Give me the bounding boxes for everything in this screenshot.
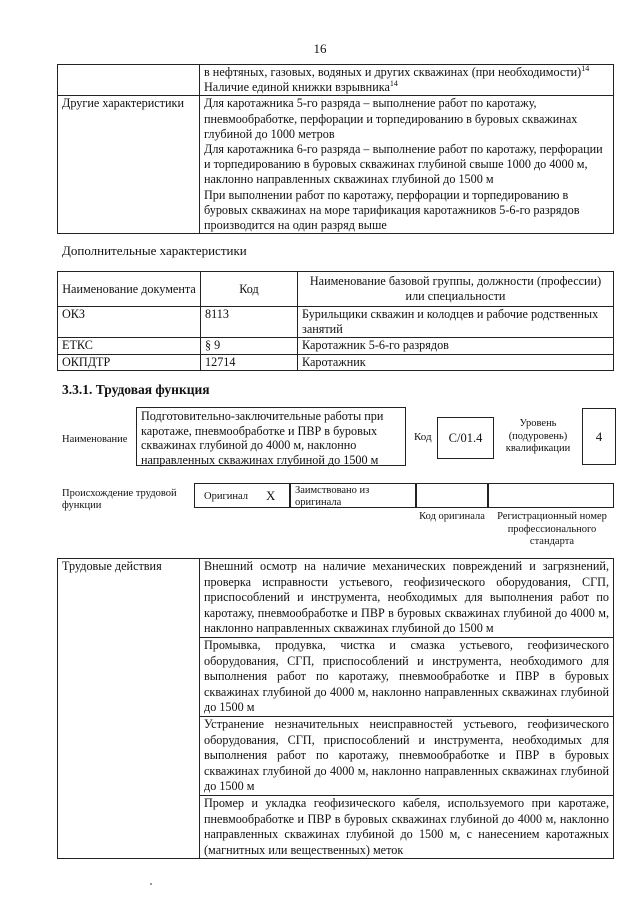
actions-table [57, 558, 614, 859]
level-box: 4 [582, 408, 616, 465]
table-row [58, 65, 614, 96]
registration-number-cell [488, 483, 614, 508]
additional-title: Дополнительные характеристики [62, 243, 247, 258]
origin-row [194, 483, 614, 508]
table-cell: ЕТКС [58, 338, 201, 354]
table-cell: Каротажник [298, 354, 614, 370]
characteristics-cell [200, 96, 614, 234]
name-label: Наименование [62, 434, 128, 445]
row-label: Другие характеристики [58, 96, 200, 234]
characteristic-line: Для каротажника 6-го разряда – выполнение работ по каротажу, перфорации и торпедированию в буровых скважинах глубиной свыше 1000 до 4000 м, наклонно направленных скважинах глубиной до 1500 м [204, 142, 603, 187]
registration-caption: Регистрационный номер профессионального стандарта [497, 511, 607, 547]
function-heading: 3.3.1. Трудовая функция [62, 382, 210, 397]
page-number: 16 [313, 41, 327, 56]
actions-label: Трудовые действия [58, 559, 200, 859]
table-row [58, 354, 614, 370]
scan-speck [150, 883, 152, 885]
table-cell: Бурильщики скважин и колодцев и рабочие родственных занятий [298, 307, 614, 338]
original-code-caption: Код оригинала [419, 511, 485, 522]
borrowed-cell [290, 483, 416, 508]
original-code-cell [416, 483, 488, 508]
table-cell: 8113 [201, 307, 298, 338]
origin-label: Происхождение трудовой функции [62, 488, 177, 511]
characteristic-line: Для каротажника 5-го разряда – выполнение работ по каротажу, пневмообработке, перфорации и торпедированию в буровых скважинах глубиной до 1000 метров [204, 96, 578, 141]
code-box: C/01.4 [437, 417, 494, 459]
action-item: Внешний осмотр на наличие механических повреждений и загрязнений, проверка исправности устьевого, геофизического оборудования, СГП, приспособлений и инструмента, необходимых для выполнения работ по каротажу, пневмообработке и ПВР в буровых скважинах глубиной до 4000 м, наклонно направленных скважинах глубиной до 1500 м [200, 559, 614, 638]
footnote-mark: 14 [389, 79, 398, 89]
table-cell: 12714 [201, 354, 298, 370]
characteristic-line: При выполнении работ по каротажу, перфорации и торпедированию в буровых скважинах на море тарификация каротажников 5-6-го разрядов производится на один разряд выше [204, 187, 580, 233]
level-label: Уровень (подуровень) квалификации [505, 418, 571, 454]
table-cell: Каротажник 5-6-го разрядов [298, 338, 614, 354]
table-row [58, 338, 614, 354]
action-item: Промывка, продувка, чистка и смазка устьевого, геофизического оборудования, СГП, приспособлений и инструмента, необходимого для выполнения работ по каротажу, пневмообработке и ПВР в буровых скважинах глубиной до 4000 м, наклонно направленных скважинах глубиной до 1500 м [200, 637, 614, 716]
original-mark: X [266, 488, 276, 503]
original-label: Оригинал [204, 491, 248, 502]
column-header: Код [201, 272, 298, 307]
table-row [58, 307, 614, 338]
requirement-line: Наличие единой книжки взрывника [204, 80, 390, 95]
table-cell: § 9 [201, 338, 298, 354]
table-row [58, 559, 614, 638]
table-cell: ОКЗ [58, 307, 201, 338]
function-name-box: Подготовительно-заключительные работы при каротаже, пневмообработке и ПВР в буровых скважинах глубиной до 4000 м, наклонно направленных скважинах глубиной до 1500 м [136, 407, 406, 466]
table-cell: ОКПДТР [58, 354, 201, 370]
footnote-mark: 14 [581, 63, 590, 73]
column-header: Наименование базовой группы, должности (профессии) или специальности [298, 272, 614, 307]
table-header-row [58, 272, 614, 307]
borrowed-label: Заимствовано из оригинала [295, 485, 370, 508]
code-label: Код [414, 431, 432, 443]
top-table [57, 64, 614, 234]
table-row [58, 96, 614, 234]
additional-table [57, 271, 614, 371]
action-item: Промер и укладка геофизического кабеля, используемого при каротаже, пневмообработке и ПВР в буровых скважинах глубиной до 4000 м, наклонно направленных скважинах глубиной до 1500 м, с нанесением каротажных (магнитных или вещественных) меток [200, 795, 614, 858]
requirements-cell [200, 65, 614, 96]
column-header: Наименование документа [58, 272, 201, 307]
original-cell [194, 483, 290, 508]
empty-cell [58, 65, 200, 96]
requirement-line: в нефтяных, газовых, водяных и других скважинах (при необходимости) [204, 65, 582, 79]
action-item: Устранение незначительных неисправностей устьевого, геофизического оборудования, СГП, приспособлений и инструмента, необходимых для выполнения работ по каротажу, пневмообработке и ПВР в буровых скважинах глубиной до 4000 м, наклонно направленных скважинах глубиной до 1500 м [200, 716, 614, 795]
